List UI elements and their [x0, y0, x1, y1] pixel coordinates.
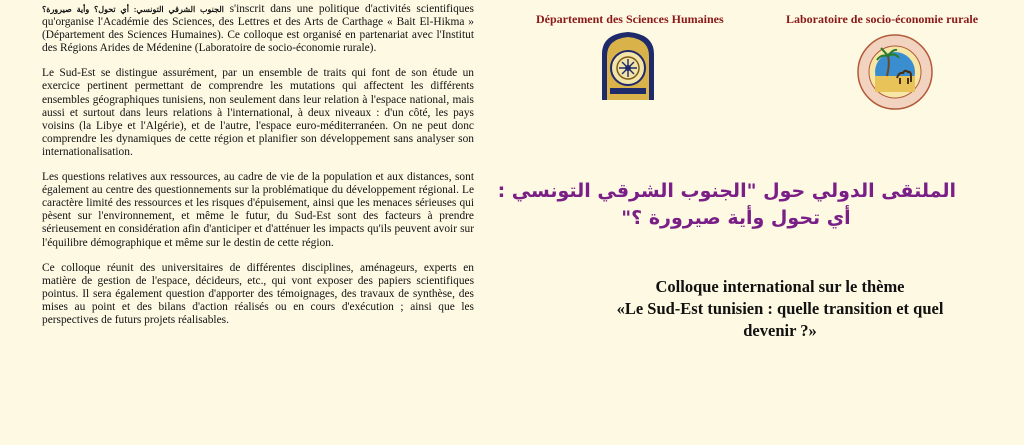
paragraph-colloque: Ce colloque réunit des universitaires de différentes disciplines, aménageurs, experts en matière de gestion de l'espace, décideurs, etc., qui vont exposer des papiers scientifiques pointus. Il sera également question d'apporter des témoignages, des travaux de synthèse, des mises au point et des bilans d'action réalisés ou en cours d'exécution ; ainsi que les perspectives de futurs projets réalisables.: [42, 261, 474, 326]
laboratory-label: Laboratoire de socio-économie rurale: [786, 12, 979, 26]
beit-al-hikma-logo-icon: [596, 30, 660, 100]
intro-paragraph: [42, 3, 474, 55]
arabic-title-line-2: أي تحول وأية صيرورة ؟": [621, 207, 851, 229]
french-colloquium-title: [540, 276, 1020, 342]
arabic-title-line-1: الملتقى الدولي حول "الجنوب الشرقي التونسي :: [497, 180, 956, 202]
right-column: [497, 0, 1024, 445]
fr-title-line-1: Colloque international sur le thème: [655, 277, 905, 296]
intro-text: s'inscrit dans une politique d'activités scientifiques qu'organise l'Académie des Sciences, des Lettres et des Arts de Carthage « Bait El-Hikma » (Département des Sciences Humaines). Ce colloque est organisé en partenariat avec l'Institut des Régions Arides de Médenine (Laboratoire de socio-économie rurale).: [42, 3, 474, 55]
institut-regions-arides-logo-icon: [857, 34, 933, 110]
paragraph-ressources: Les questions relatives aux ressources, au cadre de vie de la population et aux distances, sont également au centre des questionnements sur la problématique du développement régional. Le caractère limité des ressources et les risques d'épuisement, ainsi que les menaces sérieuses qui pèsent sur l'environnement, et même le futur, du Sud-Est sont des facteurs à prendre sérieusement en considération afin d'anticiper et d'atténuer les impacts qu'ils peuvent avoir sur l'équilibre démographique et même sur le destin de cette région.: [42, 171, 474, 249]
arabic-inline-title: الجنوب الشرقي التونسي: أي تحول؟ وأية صيرورة؟: [42, 5, 224, 14]
fr-title-line-3: devenir ?»: [743, 321, 817, 340]
paragraph-sud-est: Le Sud-Est se distingue assurément, par un ensemble de traits qui font de son étude un exercice pertinent permettant de comprendre les mutations qui affectent les différents ensembles géographiques tunisiens, non seulement dans leur relation à l'espace national, mais aussi et surtout dans leurs relations à l'international, à deux niveaux : d'un côté, les pays voisins (la Libye et l'Algérie), et de l'autre, l'espace euro-méditerranéen. On ne peut donc comprendre les dynamiques de cette région et planifier son développement sans analyser son internationalisation.: [42, 67, 474, 158]
arabic-colloquium-title: [497, 178, 956, 232]
fr-title-line-2: «Le Sud-Est tunisien : quelle transition et quel: [616, 299, 944, 318]
left-column: [42, 0, 474, 339]
department-label: Département des Sciences Humaines: [536, 12, 724, 26]
